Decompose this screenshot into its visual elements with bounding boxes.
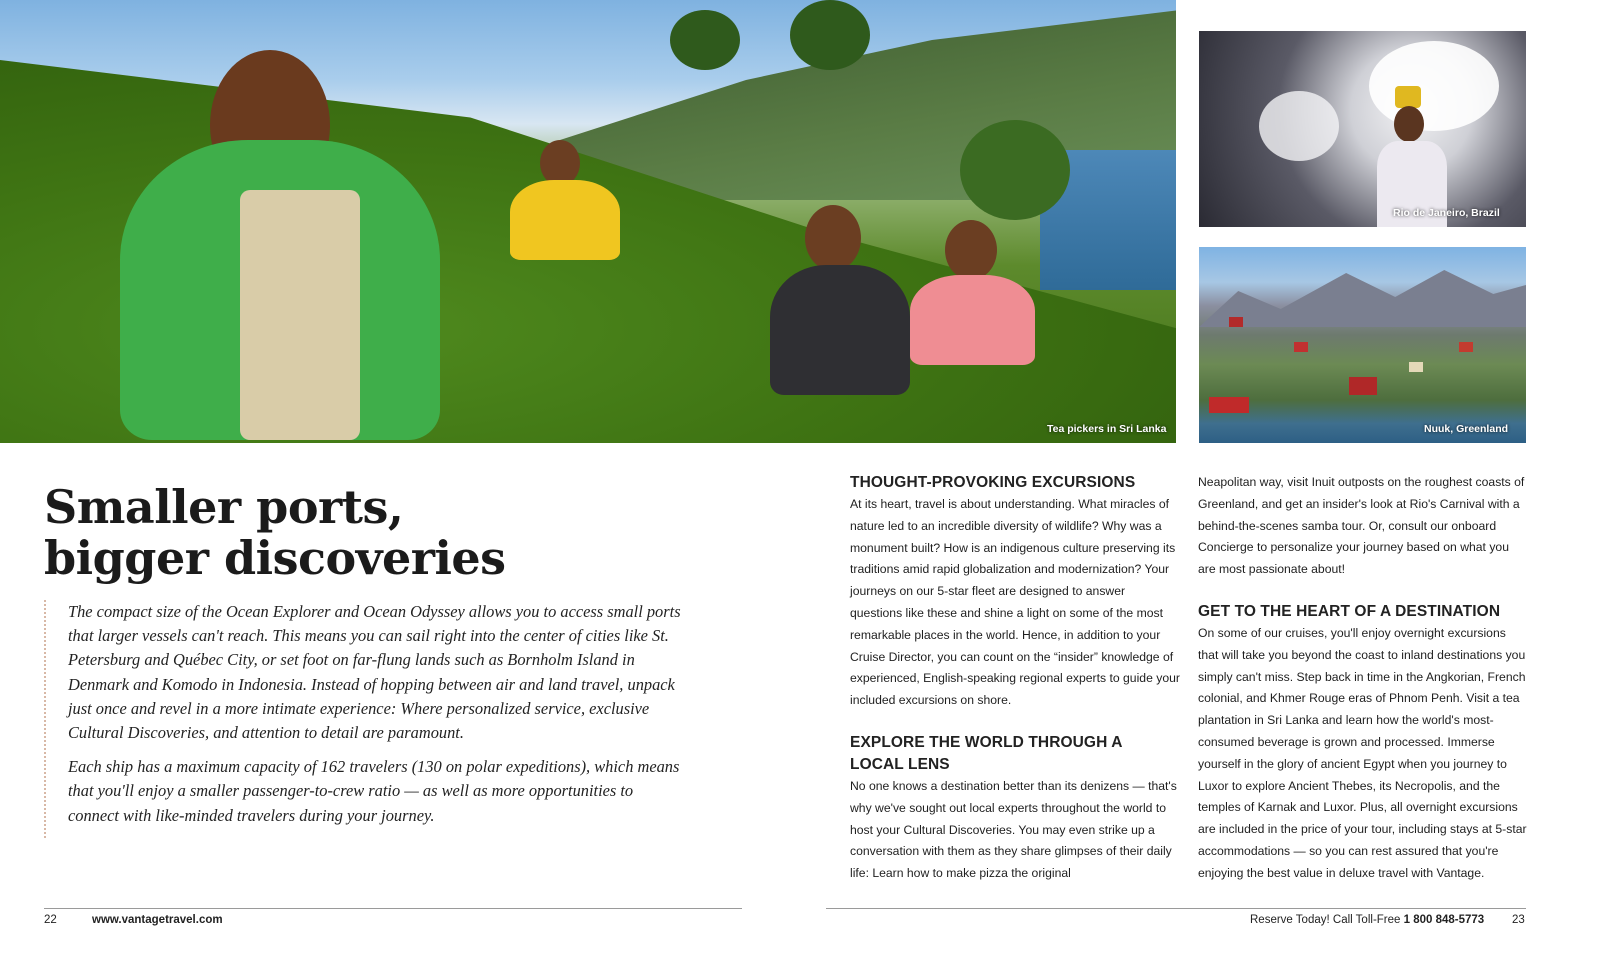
house — [1409, 362, 1423, 372]
reserve-text: Reserve Today! Call Toll-Free — [1250, 914, 1401, 926]
red-house — [1229, 317, 1243, 327]
phone-number[interactable]: 1 800 848-5773 — [1403, 914, 1485, 926]
tea-picker-yellow — [470, 140, 640, 270]
tea-picker-front — [60, 10, 440, 443]
hero-tree — [790, 0, 870, 70]
section-body-heart: On some of our cruises, you'll enjoy overnight excursions that will take you beyond the coast to inland destinations you simply can't miss. Step back in time in the Angkorian, French colonial, and Khmer Rouge eras of Phnom Penh. Visit a tea plantation in Sri Lanka and learn how the world's most-consumed beverage is grown and processed. Immerse yourself in the glory of ancient Egypt when you journey to Luxor to explore Ancient Thebes, its Necropolis, and the temples of Karnak and Luxor. Plus, all overnight excursions are included in the price of your tour, including stays at 5-star accommodations — so you can rest assured that you're enjoying the best value in deluxe travel with Vantage. — [1198, 625, 1527, 880]
mountain-range — [1199, 267, 1526, 327]
red-house — [1349, 377, 1377, 395]
section-title-heart: GET TO THE HEART OF A DESTINATION — [1198, 602, 1501, 620]
gold-crown — [1395, 86, 1421, 108]
photo-rio-carnival — [1199, 31, 1526, 227]
red-house — [1294, 342, 1308, 352]
section-body-local-lens: No one knows a destination better than its denizens — that's why we've sought out local experts throughout the world to host your Cultural Discoveries. You may even strike up a conversation with them as they share glimpses of their daily life: Learn how to make pizza the original — [850, 778, 1177, 881]
text-column-2 — [1198, 472, 1528, 885]
page-number-right: 23 — [1512, 914, 1525, 926]
hero-tree — [670, 10, 740, 70]
intro-paragraph-1: The compact size of the Ocean Explorer and Ocean Odyssey allows you to access small ports that larger vessels can't reach. This means you can sail right into the center of cities like St. Petersburg and Québec City, or set foot on far-flung lands such as Bornholm Island in Denmark and Komodo in Indonesia. Instead of hopping between air and land travel, unpack just once and revel in a more intimate experience: Where personalized service, exclusive Cultural Discoveries, and attention to detail are paramount. — [68, 602, 681, 743]
hero-photo-tea-pickers — [0, 0, 1176, 443]
greenland-caption: Nuuk, Greenland — [1424, 423, 1509, 435]
headline-line-1: Smaller ports, — [44, 480, 404, 534]
section-title-excursions: THOUGHT-PROVOKING EXCURSIONS — [850, 474, 1136, 491]
section-title-local-lens: EXPLORE THE WORLD THROUGH A LOCAL LENS — [850, 733, 1122, 773]
headline-line-2: bigger discoveries — [44, 531, 506, 585]
section-body-excursions: At its heart, travel is about understanding. What miracles of nature led to an incredible diversity of wildlife? Why was a monument built? How is an indigenous culture preserving its traditions amid rapid globalization and modernization? Your journeys on our 5-star fleet are designed to answer questions like these and shine a light on some of the most remarkable places in the world. Hence, in addition to your Cruise Director, you can count on the “insider” knowledge of experienced, English-speaking regional experts to guide your included excursions on shore. — [850, 497, 1180, 708]
red-house — [1459, 342, 1473, 352]
carnival-caption: Rio de Janeiro, Brazil — [1393, 207, 1500, 219]
hero-tree — [960, 120, 1070, 220]
hero-caption: Tea pickers in Sri Lanka — [1047, 423, 1167, 435]
red-house — [1209, 397, 1249, 413]
page-headline — [44, 482, 664, 584]
tea-picker-dark — [770, 195, 910, 405]
intro-paragraph-2: Each ship has a maximum capacity of 162 travelers (130 on polar expeditions), which means that you'll enjoy a smaller passenger-to-crew ratio — as well as more opportunities to connect with like-minded travelers during your journey. — [68, 757, 680, 825]
feather-headdress — [1259, 91, 1339, 161]
intro-text — [44, 600, 684, 838]
photo-nuuk-greenland — [1199, 247, 1526, 443]
page-number-left: 22 — [44, 914, 57, 926]
feather-headdress — [1369, 41, 1499, 131]
footer-rule-left — [44, 908, 742, 909]
text-column-1 — [850, 472, 1180, 885]
dancer-face — [1394, 106, 1424, 142]
website-link[interactable]: www.vantagetravel.com — [92, 914, 223, 926]
tea-picker-pink — [910, 220, 1040, 370]
section-body-local-lens-continued: Neapolitan way, visit Inuit outposts on the roughest coasts of Greenland, and get an insider's look at Rio's Carnival with a behind-the-scenes samba tour. Or, consult our onboard Concierge to personalize your journey based on what you are most passionate about! — [1198, 475, 1525, 577]
footer-rule-right — [826, 908, 1526, 909]
reserve-callout — [1250, 914, 1484, 926]
